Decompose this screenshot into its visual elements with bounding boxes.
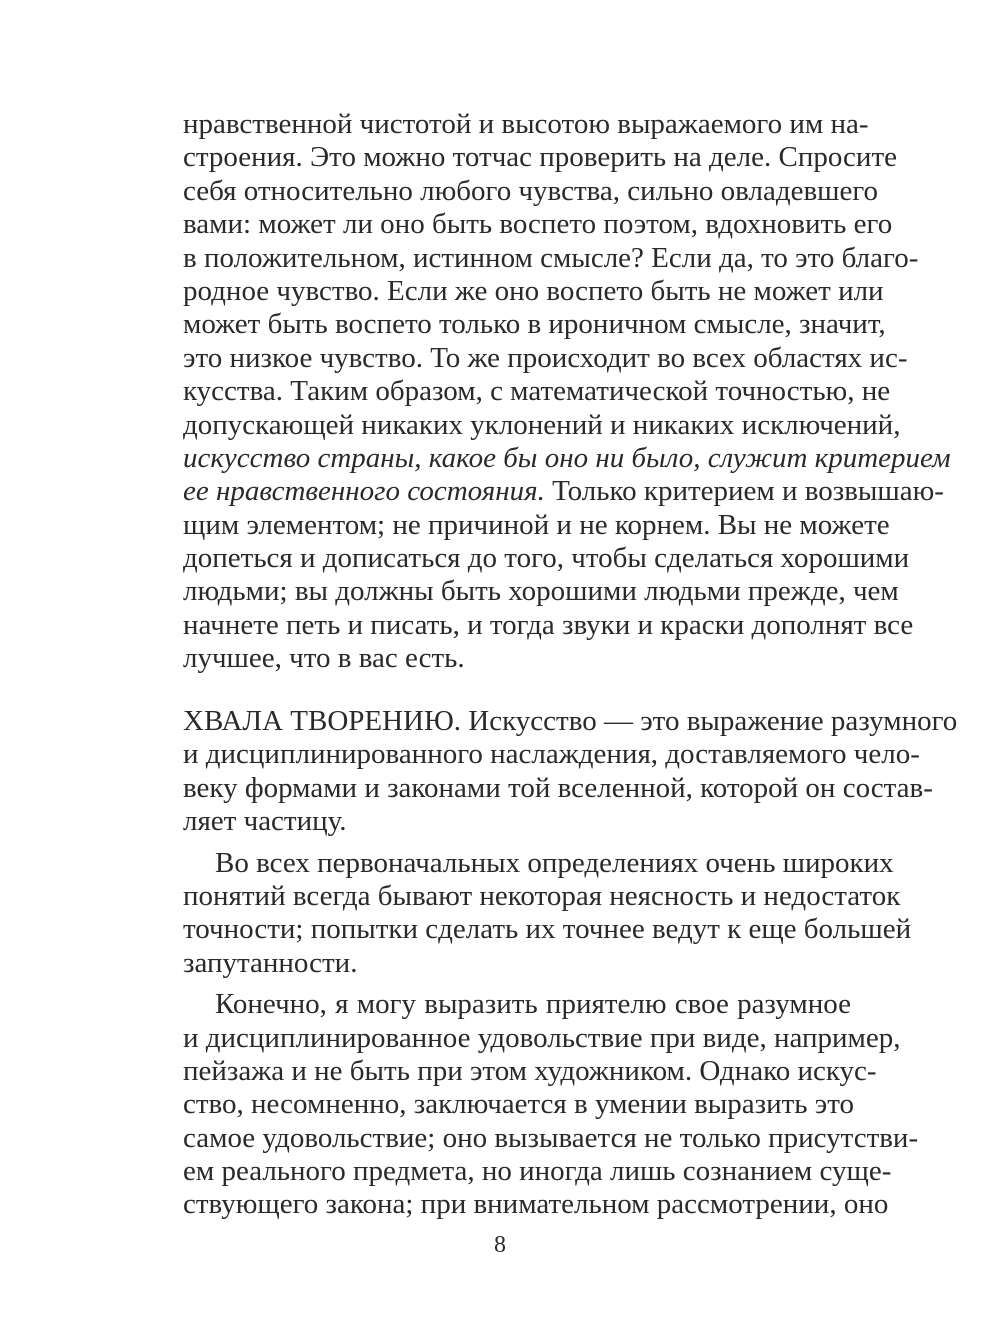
text-line: может быть воспето только в ироничном смысле, значит, [183, 308, 886, 341]
text-line: допеться и дописаться до того, чтобы сделаться хорошими [183, 542, 910, 575]
text-line: ствующего закона; при внимательном рассмотрении, оно [183, 1188, 889, 1221]
text-line: Во всех первоначальных определениях очень широких [215, 846, 894, 879]
text-line-italic [183, 441, 951, 475]
text-line: лучшее, что в вас есть. [183, 642, 465, 675]
text-line: вами: может ли оно быть воспето поэтом, вдохновить его [183, 208, 893, 241]
text-line: ляет частицу. [183, 805, 347, 838]
section-heading-line: ХВАЛА ТВОРЕНИЮ. Искусство — это выражение разумного [183, 705, 958, 737]
text-line: самое удовольствие; оно вызывается не только присутстви- [183, 1121, 919, 1154]
text-line: запутанности. [183, 946, 358, 979]
text-line: и дисциплинированного наслаждения, доставляемого чело- [183, 738, 920, 771]
text-line: щим элементом; не причиной и не корнем. Вы не можете [183, 508, 890, 541]
section-praise-of-creation [183, 705, 958, 1222]
text-line: и дисциплинированное удовольствие при виде, например, [183, 1021, 901, 1054]
text-line: пейзажа и не быть при этом художником. Однако искус- [183, 1054, 877, 1087]
text-line: людьми; вы должны быть хорошими людьми прежде, чем [183, 575, 899, 608]
text-line: в положительном, истинном смысле? Если да, то это благо- [183, 241, 919, 274]
text-line: ем реального предмета, но иногда лишь сознанием суще- [183, 1155, 892, 1188]
text-line: родное чувство. Если же оно воспето быть не может или [183, 274, 884, 307]
italic-text: искусство страны, какое бы оно ни было, служит критерием [183, 441, 951, 474]
text-line: ство, несомненно, заключается в умении выразить это [183, 1088, 855, 1121]
paragraph-spacer [183, 980, 851, 988]
italic-text: ее нравственного состояния. [183, 475, 545, 508]
text-line: нравственной чистотой и высотою выражаемого им на- [183, 108, 869, 140]
text-line: допускающей никаких уклонений и никаких исключений, [183, 408, 901, 441]
paragraph-spacer [183, 839, 851, 847]
text-line: Конечно, я могу выразить приятелю свое разумное [215, 988, 851, 1021]
text-line: это низкое чувство. То же происходит во всех областях ис- [183, 341, 908, 374]
text-line: понятий всегда бывают некоторая неясность и недостаток [183, 879, 901, 912]
page-number: 8 [494, 1232, 506, 1258]
text-line: строения. Это можно тотчас проверить на деле. Спросите [183, 141, 897, 174]
regular-text: Только критерием и возвышаю- [544, 475, 944, 508]
text-line: точности; попытки сделать их точнее ведут к еще большей [183, 913, 912, 946]
text-line: кусства. Таким образом, с математической точностью, не [183, 375, 891, 408]
text-line: начнете петь и писать, и тогда звуки и краски дополнят все [183, 608, 914, 641]
text-line: себя относительно любого чувства, сильно овладевшего [183, 174, 879, 207]
text-line: веку формами и законами той вселенной, которой он состав- [183, 771, 933, 804]
paragraph-1 [183, 108, 951, 676]
text-line-mixed [183, 475, 944, 508]
